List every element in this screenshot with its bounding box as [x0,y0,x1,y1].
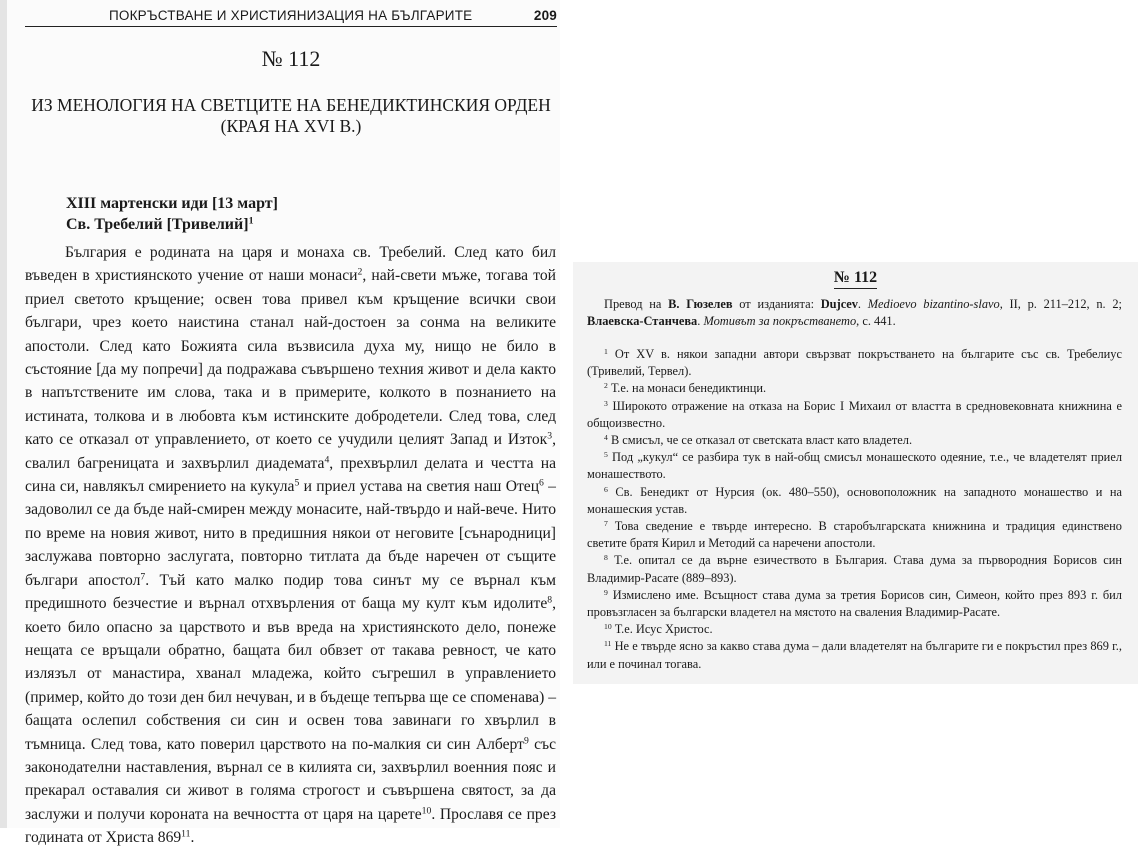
footnote-item [587,346,1122,380]
footnote-ref[interactable]: 5 [294,477,300,489]
footnote-ref[interactable]: 7 [140,571,146,583]
body-segment: , прехвърлил делата и честта на сина си, навлякъл смирението на кукула [25,454,557,496]
footnote-item [587,432,1122,449]
work-2: Мотивът за покръстването [703,314,857,328]
entry-saint: Св. Требелий [Тривелий]$^1$ [66,215,254,233]
notes-document-number: № 112 [573,269,1138,287]
body-segment: България е родината на царя и монаха св. Требелий. След като бил въведен в християнското учение от наши монаси [25,244,556,285]
footnote-number: 1 [604,346,608,356]
footnote-ref[interactable]: 11 [181,828,191,840]
footnote-ref[interactable]: 8 [547,594,553,606]
body-segment: със законодателни наставления, върнал се в килията си, захвърлил военния пояс и прекарал оставалия си живот в голяма строгост и съвършена святост, за да заслужи и получи короната на вечността от царя на царете [25,735,556,823]
footnote-number: 7 [604,518,608,528]
footnote-item [587,518,1122,552]
footnote-text: В смисъл, че се отказал от светската власт като владетел. [607,433,913,448]
body-segment: . Тъй като малко подир това синът му се върнал към предишното безчестие и върнал отхвърления от баща му култ към идолите [25,571,556,613]
footnote-text: Това сведение е твърде интересно. В старобългарската книжнина и традиция единствено светите братя Кирил и Методий са наречени апостоли. [587,519,1122,551]
body-paragraph [25,241,556,850]
footnote-ref[interactable]: 10 [421,805,432,817]
source-citation: Превод на В. Гюзелев от изданията: Dujcev. Medioevo bizantino-slavo, II, p. 211–212, n. 2; Влаевска-Станчева. Мотивът за покръстването, с. 441. [587,297,1122,328]
footnote-text: Т.е. опитал се да върне езичеството в България. Става дума за първородния Борисов син Владимир-Расате (889–893). [587,553,1122,585]
body-segment: , най-свети мъже, тогава той приел светото кръщение; освен това привел към кръщение всички свои българи, чрез което наистина станал най-достоен за сонма на великите апостоли. След като Божията сила възвисила духа му, нищо не било в състояние [да му попречи] да подражава съвършено техния живот и дела както в напътствените им слова, така и в примерите, колкото в познанието на истината, толкова и в любовта към истинските добродетели. След това, след като се отказал от управлението, от което се учудили целият Запад и Изток [25,267,556,449]
document-title-line-2: (КРАЯ НА XVI В.) [220,116,362,136]
footnote-ref[interactable]: 9 [523,735,529,747]
footnote-item [587,484,1122,518]
author-2: Влаевска-Станчева [587,314,698,328]
footnote-number: 11 [604,639,612,649]
footnote-item [587,587,1122,621]
body-segment: – задоволил се да бъде най-смирен между монасите, най-твърдо и най-вече. Нито по време на новия живот, нито в предишния някои от неговите [сънародници] заслужава повторно заслугата, повторно титлата да бъде наречен от същите българи апостол [25,478,556,589]
document-title-line-1: ИЗ МЕНОЛОГИЯ НА СВЕТЦИТЕ НА БЕНЕДИКТИНСКИЯ ОРДЕН [31,95,551,115]
footnote-ref[interactable]: 2 [357,267,363,279]
footnote-ref[interactable]: 4 [324,454,330,466]
document-title [25,95,557,137]
footnote-item [587,398,1122,432]
footnote-item [587,621,1122,638]
footnote-ref[interactable]: 6 [539,477,544,489]
footnote-text: Св. Бенедикт от Нурсия (ок. 480–550), основоположник на западното монашество и на монашеския устав. [587,484,1122,516]
body-segment: и приел устава на светия наш Отец [299,478,540,496]
footnote-number: 4 [604,432,608,442]
entry-heading [66,193,278,235]
book-page-209 [0,0,560,847]
footnote-text: Т.е. Исус Христос. [611,622,713,637]
author-1: Dujcev [820,297,858,311]
footnote-item [587,552,1122,586]
footnote-text: Под „кукул“ се разбира тук в най-общ смисъл монашеското одеяние, т.е., че владетелят приел монашеството. [587,450,1122,482]
body-segment: , свалил багреницата и захвърлил диадемата [25,431,556,472]
page-number: 209 [533,8,557,23]
notes-panel [573,262,1138,684]
body-text [25,241,556,850]
footnote-item [587,380,1122,397]
footnote-number: 8 [604,553,608,563]
footnote-text: Измислено име. Всъщност става дума за третия Борисов син, Симеон, който през 893 г. бил провъзгласен за български владетел на мястото на сваления Владимир-Расате. [587,587,1122,620]
work-1: Medioevo bizantino-slavo [867,297,1000,311]
footnote-text: Не е твърде ясно за какво става дума – дали владетелят на българите ги е покръстил през 869 г., или е починал тогава. [587,639,1122,671]
body-segment: . [190,829,195,847]
body-segment: . Прославя се през годината от Христа 869 [25,805,556,847]
footnote-number: 10 [604,622,612,632]
footnote-number: 5 [604,450,608,459]
footnote-text: От XV в. някои западни автори свързват покръстването на българите със св. Требелиус (Тривелий, Тервел). [587,347,1122,379]
document-number: № 112 [261,46,321,71]
footnote-number: 9 [604,587,608,597]
footnote-text: Широкото отражение на отказа на Борис I Михаил от властта в средновековната книжнина е общоизвестно. [587,398,1122,430]
footnote-ref[interactable]: 3 [547,430,553,442]
footnote-item [587,638,1122,672]
footnotes-list [587,346,1122,673]
footnote-number: 2 [604,381,608,391]
footnote-ref[interactable]: 1 [248,215,254,227]
footnote-number: 3 [604,398,608,408]
entry-date: XIII мартенски иди [13 март] [66,195,278,212]
footnote-number: 6 [604,484,608,494]
body-segment: , което било опасно за царството и във вреда на християнското дело, понеже нещата се връщали обратно, бащата бил обвзет от такава ревност, че като излязъл от манастира, хванал младежа, който съгрешил в управлението (пример, който до този ден бил нечуван, и в бъдеще тепърва ще се споменава) – бащата ослепил собствения си син и освен това завинаги го хвърлил в тъмница. След това, като поверил царството на по-малкия си син Алберт [25,595,556,753]
translator: В. Гюзелев [668,297,733,311]
footnote-text: Т.е. на монаси бенедиктинци. [607,381,767,396]
footnote-item [587,449,1122,483]
running-title: ПОКРЪСТВАНЕ И ХРИСТИЯНИЗАЦИЯ НА БЪЛГАРИТЕ [109,8,473,23]
running-head [25,6,557,27]
